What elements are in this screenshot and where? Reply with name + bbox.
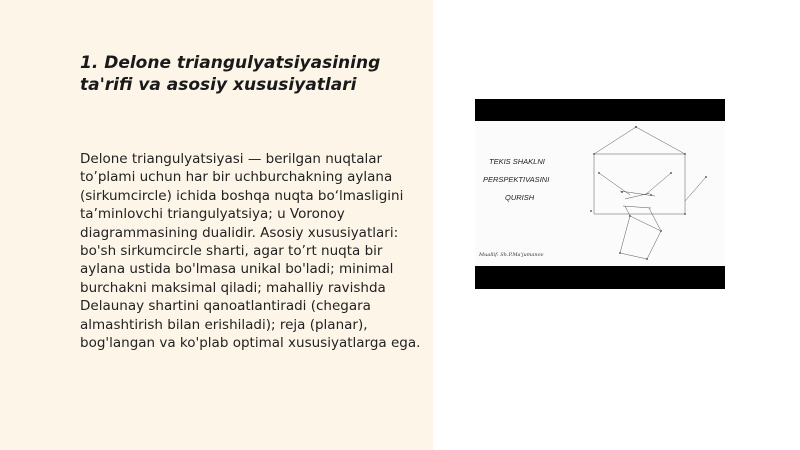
slide-body-text: Delone triangulyatsiyasi — berilgan nuqtalar to’plami uchun har bir uchburchakning aylana (sirkumcircle) ichida boshqa nuqta bo‘lmasligini ta’minlovchi triangulyatsiya; u Voronoy diagrammasining dualidir. Asosiy xususiyatlari: bo'sh sirkumcircle sharti, agar to’rt nuqta bir aylana ustida bo'lmasa unikal bo'ladi; minimal burchakni maksimal qiladi; mahalliy ravishda Delaunay shartini qanoatlantiradi (chegara almashtirish bilan erishiladi); reja (planar), bog'langan va ko'plab optimal xususiyatlarga ega. bbox=[80, 151, 421, 352]
figure-caption-line2: PERSPEKTIVASINI bbox=[483, 175, 550, 184]
figure-caption-line3: QURISH bbox=[505, 193, 535, 202]
perspective-construction-drawing bbox=[475, 121, 725, 266]
figure-author-credit: Muallif: Sh.P.Ma'jumanov bbox=[479, 252, 544, 258]
figure-caption-line1: TEKIS SHAKLNI bbox=[489, 157, 545, 166]
figure-drawing-area bbox=[475, 121, 725, 266]
slide-title: 1. Delone triangulyatsiyasining ta'rifi va asosiy xususiyatlari bbox=[80, 53, 381, 95]
perspective-figure-image bbox=[475, 99, 725, 289]
